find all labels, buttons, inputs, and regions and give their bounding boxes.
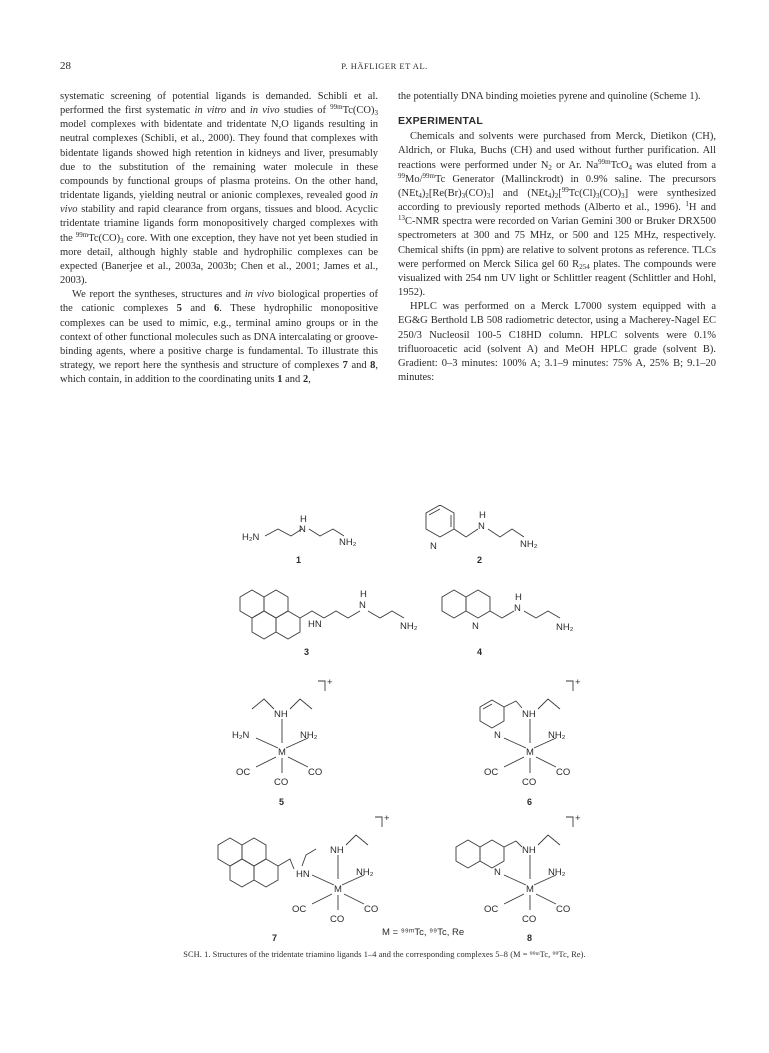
report-paragraph: We report the syntheses, structures and in vivo biological properties of the cationic complexes 5 and 6. These hydrophilic monopositive complexes can be used to mimic, e.g., terminal amino groups or in the context of other functional molecules such as DNA intercalating or groove-binding agents, where a positive charge is fundamental. To illustrate this strategy, we report here the synthesis and structure of complexes 7 and 8, which contain, in addition to the coordinating units 1 and 2,: [60, 289, 379, 386]
hplc-paragraph: HPLC was performed on a Merck L7000 system equipped with a EG&G Berthold LB 508 radiometric detector, using a Macherey-Nagel EC 250/3 Nucleosil 100-5 C18HD column. HPLC solvents were 0.1% trifluoroacetic acid (solvent A) and MeOH HPLC grade (solvent B). Gradient: 0–3 minutes: 100% A; 3.1–9 minutes: 75% A, 25% B; 9.1–20 minutes:: [398, 301, 716, 383]
n-label: N: [494, 867, 501, 878]
scheme-figure: [190, 505, 610, 945]
amine-label: NH₂: [339, 537, 357, 548]
charge-label: +: [384, 813, 390, 824]
carbonyl-label: CO: [522, 914, 537, 925]
scheme-drawing: [190, 505, 610, 945]
hn-label: HN: [308, 619, 322, 630]
h-label: H: [300, 514, 307, 525]
carbonyl-label: CO: [556, 767, 571, 778]
n-label: N: [359, 600, 366, 611]
compound-label-6: 6: [527, 797, 533, 807]
carbonyl-label: CO: [364, 904, 379, 915]
page-number: 28: [60, 60, 71, 72]
n-label: N: [478, 521, 485, 532]
compound-label-4: 4: [477, 647, 483, 657]
hn-label: HN: [296, 869, 310, 880]
ligand-1-structure: [242, 514, 357, 565]
amine-label: NH₂: [300, 730, 318, 741]
nh-label: NH: [274, 709, 288, 720]
amine-label: NH₂: [400, 621, 418, 632]
ligand-2-structure: [426, 505, 538, 565]
metal-label: M: [526, 884, 534, 895]
metal-legend: M = ⁹⁹ᵐTc, ⁹⁹Tc, Re: [382, 927, 465, 938]
metal-label: M: [278, 747, 286, 758]
compound-label-8: 8: [527, 933, 533, 943]
page-header: [60, 60, 709, 76]
carbonyl-label: OC: [484, 767, 499, 778]
compound-label-2: 2: [477, 555, 483, 565]
carbonyl-label: CO: [556, 904, 571, 915]
amine-label: NH₂: [548, 730, 566, 741]
n-label: N: [494, 730, 501, 741]
h-label: H: [360, 589, 367, 600]
amine-label: NH₂: [520, 539, 538, 550]
complex-7-structure: [218, 813, 390, 943]
scheme-caption: SCH. 1. Structures of the tridentate triamino ligands 1–4 and the corresponding complexes 5–8 (M = ⁹⁹ᵐTc, ⁹⁹Tc, Re).: [183, 950, 586, 959]
metal-label: M: [334, 884, 342, 895]
amine-label: H₂N: [242, 532, 260, 543]
charge-label: +: [575, 813, 581, 824]
amine-label: H₂N: [232, 730, 250, 741]
compound-label-3: 3: [304, 647, 310, 657]
running-head: P. HÄFLIGER ET AL.: [341, 61, 428, 71]
n-label: N: [472, 621, 479, 632]
chemicals-paragraph: Chemicals and solvents were purchased from Merck, Dietikon (CH), Aldrich, or Fluka, Buchs (CH) and used without further purification. All reactions were performed under $N_2$ or Ar. $Na^{99m}TcO_4$ was eluted from a $^{99}$Mo/$^{99m}$Tc Generator (Mallinckrodt) in 0.9% saline. The precursors $(NEt_4)_2[Re(Br)_3(CO)_3]$ and $(NEt_4)_2[^{99}Tc(Cl)_3(CO)_3]$ were synthesized according to previously reported methods (Alberto et al., 1996). $^1$H and $^{13}$C-NMR spectra were recorded on Varian Gemini 300 or Bruker DRX500 spectrometers at 300 and 75 MHz, or 500 and 125 MHz, respectively. Chemical shifts (in ppm) are relative to solvent protons as reference. TLCs were performed on Merck Silica gel 60 $R_{254}$ plates. The compounds were visualized with 254 nm UV light or Schlittler reagent (Schlittler and Hohl, 1952).: [398, 131, 716, 299]
carbonyl-label: CO: [330, 914, 345, 925]
carbonyl-label: OC: [484, 904, 499, 915]
charge-label: +: [575, 677, 581, 688]
carbonyl-label: CO: [308, 767, 323, 778]
carbonyl-label: OC: [292, 904, 307, 915]
charge-label: +: [327, 677, 333, 688]
left-column: [60, 90, 378, 387]
right-column: [398, 90, 716, 385]
carbonyl-label: CO: [274, 777, 289, 788]
metal-label: M: [526, 747, 534, 758]
nh-label: NH: [522, 709, 536, 720]
continuation-paragraph: the potentially DNA binding moieties pyrene and quinoline (Scheme 1).: [398, 91, 701, 102]
ligand-3-structure: [240, 589, 418, 657]
compound-label-5: 5: [279, 797, 285, 807]
complex-5-structure: [232, 677, 333, 807]
nh-label: NH: [330, 845, 344, 856]
compound-label-7: 7: [272, 933, 278, 943]
carbonyl-label: CO: [522, 777, 537, 788]
intro-paragraph: systematic screening of potential ligands is demanded. Schibli et al. performed the first systematic in vitro and in vivo studies of $^{99m}Tc(CO)_3$ model complexes with bidentate and tridentate N,O ligands resulting in neutral complexes (Schibli, et al., 2000). They found that complexes with bidentate ligands showed high retention in kidneys and liver, presumably due to the substitution of the remaining water molecule in these compounds by functional groups of plasma proteins. On the other hand, tridentate ligands, yielding neutral or anionic complexes, revealed good in vivo stability and rapid clearance from organs, tissues and blood. Acyclic tridentate triamine ligands form monopositively charged complexes with the $^{99m}Tc(CO)_3$ core. With one exception, they have not yet been studied in more detail, although highly stable and hydrophilic complexes can be expected (Banerjee et al., 2003a, 2003b; Chen et al., 2001; James et al., 2003).: [60, 91, 379, 287]
amine-label: NH₂: [548, 867, 566, 878]
compound-label-1: 1: [296, 555, 302, 565]
ligand-4-structure: [442, 590, 574, 657]
h-label: H: [515, 592, 522, 603]
h-label: H: [479, 510, 486, 521]
n-label: N: [299, 524, 306, 535]
complex-6-structure: [480, 677, 581, 807]
nh-label: NH: [522, 845, 536, 856]
section-heading-experimental: EXPERIMENTAL: [398, 115, 484, 128]
complex-8-structure: [456, 813, 581, 943]
amine-label: NH₂: [356, 867, 374, 878]
n-label: N: [430, 541, 437, 552]
carbonyl-label: OC: [236, 767, 251, 778]
n-label: N: [514, 603, 521, 614]
amine-label: NH₂: [556, 622, 574, 633]
